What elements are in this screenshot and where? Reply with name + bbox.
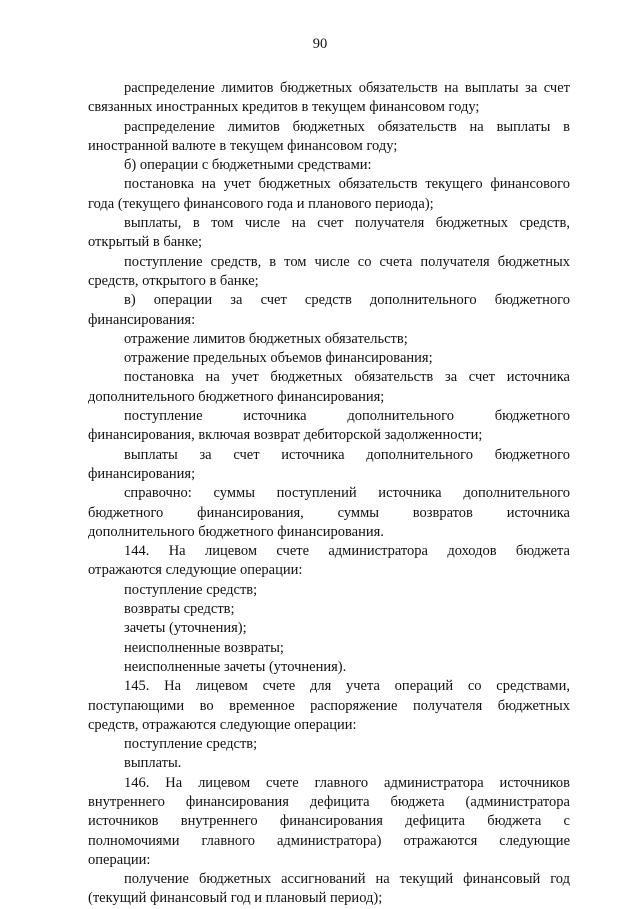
document-body xyxy=(88,79,570,909)
paragraph xyxy=(88,619,570,638)
text-line: неисполненные возвраты; xyxy=(124,639,284,656)
paragraph xyxy=(88,349,570,368)
text-line: 145. На лицевом счете для учета операций со средствами, xyxy=(124,678,570,695)
text-line: (текущий финансовый год и плановый период); xyxy=(88,890,383,907)
text-line: финансирования: xyxy=(88,311,196,328)
text-line: внутреннего финансирования дефицита бюджета (администратора xyxy=(88,793,570,810)
paragraph xyxy=(88,253,570,292)
text-line: выплаты за счет источника дополнительного бюджетного xyxy=(124,446,570,463)
page-number: 90 xyxy=(312,36,328,52)
paragraph xyxy=(88,368,570,407)
text-line: возвраты средств; xyxy=(124,601,235,618)
paragraph xyxy=(88,214,570,253)
paragraph xyxy=(88,870,570,909)
paragraph xyxy=(88,754,570,773)
text-line: поступление источника дополнительного бюджетного xyxy=(124,408,570,425)
text-line: связанных иностранных кредитов в текущем финансовом году; xyxy=(88,99,480,116)
text-line: операции: xyxy=(88,851,151,868)
text-line: открытый в банке; xyxy=(88,234,203,251)
text-line: распределение лимитов бюджетных обязательств на выплаты за счет xyxy=(124,80,570,96)
paragraph xyxy=(88,446,570,485)
text-line: финансирования; xyxy=(88,465,196,482)
text-line: иностранной валюте в текущем финансовом году; xyxy=(88,137,398,154)
text-line: распределение лимитов бюджетных обязательств на выплаты в xyxy=(124,118,570,135)
text-line: б) операции с бюджетными средствами: xyxy=(124,157,372,174)
paragraph xyxy=(88,677,570,735)
text-line: отражаются следующие операции: xyxy=(88,562,303,579)
text-line: в) операции за счет средств дополнительного бюджетного xyxy=(124,292,570,309)
text-line: бюджетного финансирования, суммы возвратов источника xyxy=(88,504,570,521)
text-line: 144. На лицевом счете администратора доходов бюджета xyxy=(124,543,570,560)
text-line: поступающими во временное распоряжение получателя бюджетных xyxy=(88,697,570,714)
paragraph xyxy=(88,175,570,214)
text-line: справочно: суммы поступлений источника дополнительного xyxy=(124,485,570,502)
text-line: отражение предельных объемов финансирования; xyxy=(124,350,433,367)
paragraph xyxy=(88,484,570,542)
text-line: 146. На лицевом счете главного администратора источников xyxy=(124,774,570,791)
paragraph xyxy=(88,639,570,658)
text-line: года (текущего финансового года и планового периода); xyxy=(88,195,434,212)
text-line: поступление средств; xyxy=(124,736,258,753)
text-line: выплаты, в том числе на счет получателя бюджетных средств, xyxy=(124,215,570,232)
text-line: постановка на учет бюджетных обязательств текущего финансового xyxy=(124,176,570,193)
text-line: финансирования, включая возврат дебиторской задолженности; xyxy=(88,427,483,444)
paragraph xyxy=(88,291,570,330)
paragraph xyxy=(88,79,570,118)
paragraph xyxy=(88,118,570,157)
text-line: дополнительного бюджетного финансирования. xyxy=(88,523,384,540)
paragraph xyxy=(88,600,570,619)
text-line: получение бюджетных ассигнований на текущий финансовый год xyxy=(124,871,570,888)
text-line: полномочиями главного администратора) отражаются следующие xyxy=(88,832,570,849)
paragraph xyxy=(88,156,570,175)
text-line: неисполненные зачеты (уточнения). xyxy=(124,658,347,675)
text-line: средств, открытого в банке; xyxy=(88,272,259,289)
paragraph xyxy=(88,581,570,600)
text-line: источников внутреннего финансирования дефицита бюджета с xyxy=(88,813,570,830)
text-line: поступление средств; xyxy=(124,581,258,598)
paragraph xyxy=(88,774,570,870)
paragraph xyxy=(88,542,570,581)
paragraph xyxy=(88,407,570,446)
text-line: выплаты. xyxy=(124,755,182,772)
paragraph xyxy=(88,330,570,349)
text-line: дополнительного бюджетного финансирования; xyxy=(88,388,385,405)
paragraph xyxy=(88,735,570,754)
text-line: средств, отражаются следующие операции: xyxy=(88,716,357,733)
text-line: постановка на учет бюджетных обязательств за счет источника xyxy=(124,369,570,386)
text-line: отражение лимитов бюджетных обязательств; xyxy=(124,330,408,347)
text-line: зачеты (уточнения); xyxy=(124,620,247,637)
paragraph xyxy=(88,658,570,677)
text-line: поступление средств, в том числе со счета получателя бюджетных xyxy=(124,253,570,270)
